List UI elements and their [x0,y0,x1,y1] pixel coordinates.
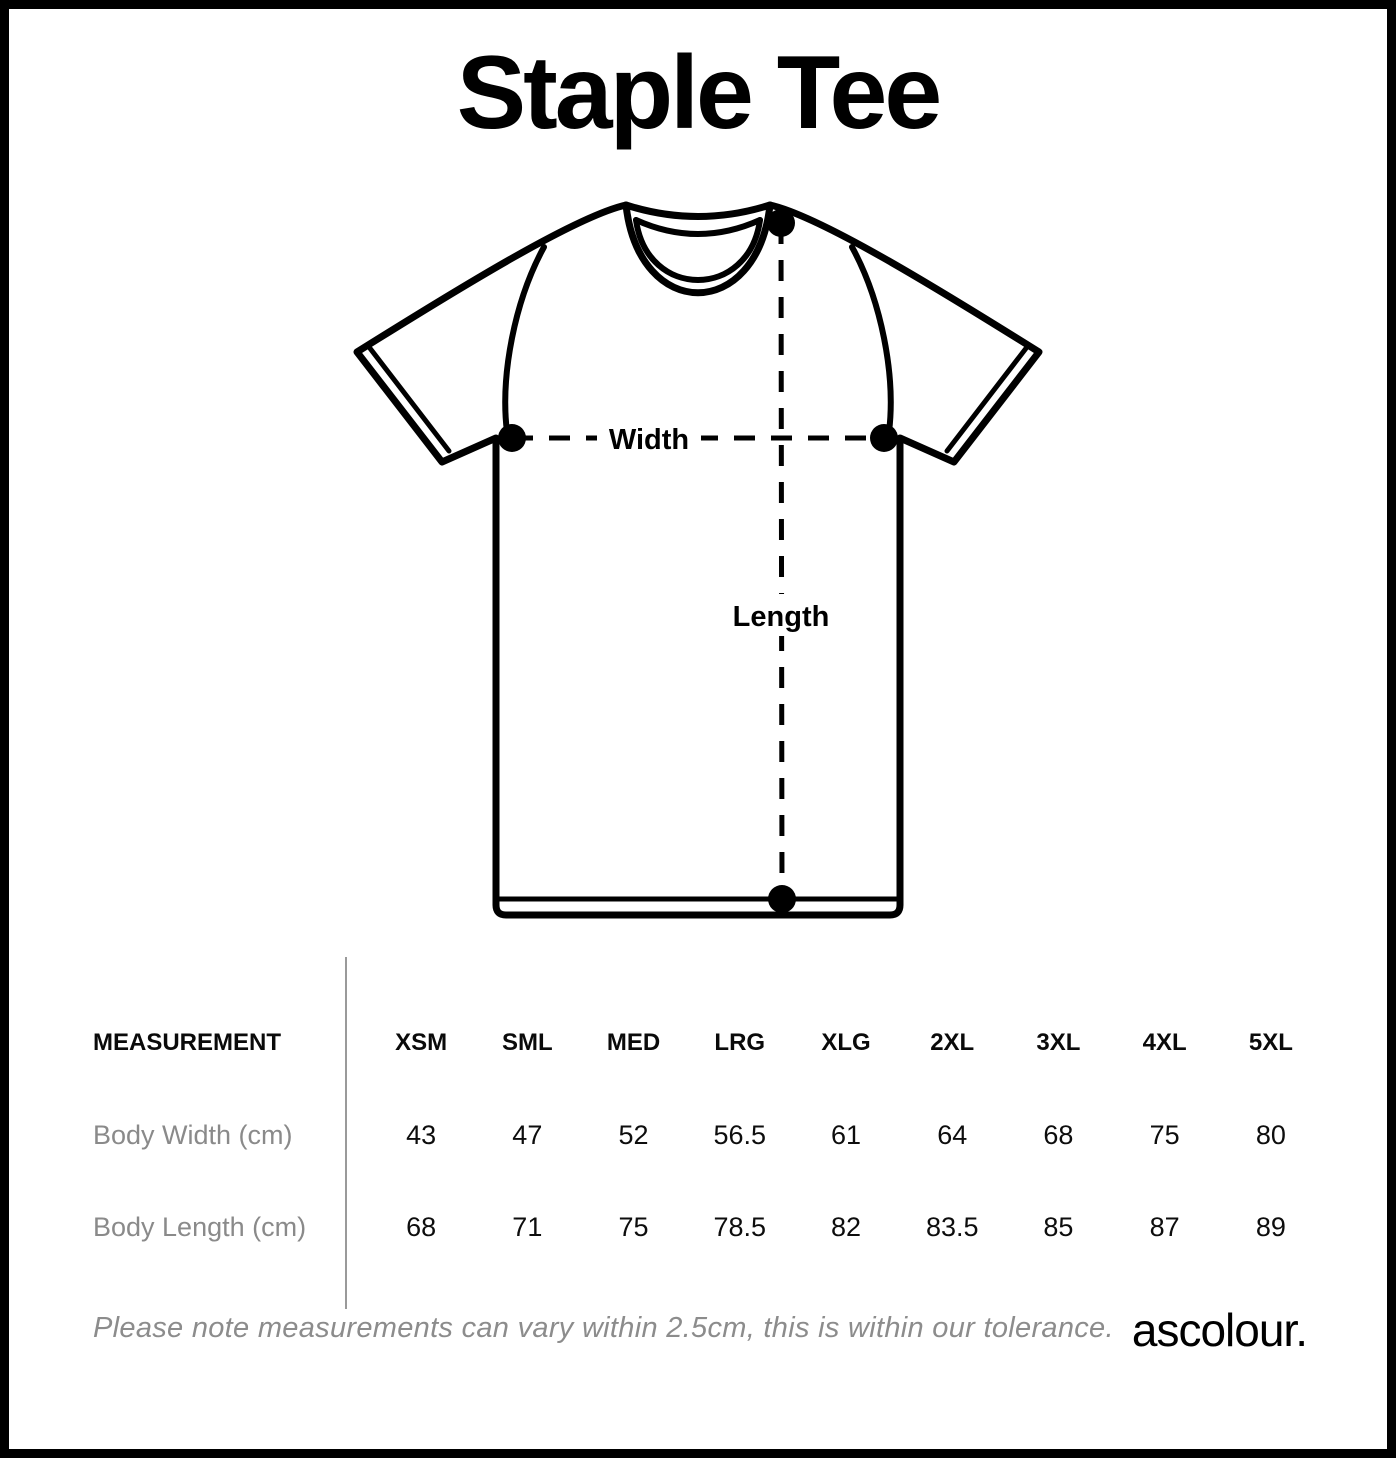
table-cell: 71 [512,1212,543,1242]
row-values-body-width [368,1118,1324,1152]
measure-point-left-underarm [498,424,526,452]
table-cell: 78.5 [713,1212,767,1242]
size-column-header: XLG [821,1029,871,1056]
size-column-header: XSM [395,1029,448,1056]
size-column-header: SML [501,1029,553,1056]
size-column-header: MED [606,1029,661,1056]
table-cell: 47 [512,1120,543,1150]
size-column-header: 4XL [1142,1029,1187,1056]
tshirt-outline [357,205,1039,915]
page-title: Staple Tee [456,35,940,151]
size-column-header: 5XL [1248,1029,1293,1056]
table-cell: 64 [937,1120,968,1150]
table-cell: 56.5 [713,1120,767,1150]
table-cell: 85 [1043,1212,1074,1242]
table-cell: 75 [618,1212,649,1242]
table-cell: 52 [618,1120,649,1150]
table-cell: 43 [406,1120,437,1150]
measure-point-hem [768,885,796,913]
table-cell: 61 [830,1120,862,1150]
measure-point-right-underarm [870,424,898,452]
tshirt-diagram [339,170,1059,940]
size-column-header: LRG [714,1029,766,1056]
row-values-body-length [368,1210,1324,1244]
size-column-header: 2XL [930,1029,975,1056]
table-cell: 87 [1149,1212,1180,1242]
measure-point-neck [767,209,795,237]
table-cell: 75 [1149,1120,1180,1150]
table-cell: 89 [1255,1212,1286,1242]
table-cell: 82 [830,1212,862,1242]
row-label-body-width: Body Width (cm) [93,1120,293,1150]
row-label-body-length: Body Length (cm) [93,1212,307,1242]
table-cell: 68 [1043,1120,1074,1150]
brand-logo: ascolour. [1131,1304,1307,1356]
width-label: Width [608,424,690,456]
table-divider [345,957,347,1309]
table-cell: 68 [406,1212,437,1242]
table-header-measurement: MEASUREMENT [93,1029,282,1056]
table-cell: 83.5 [925,1212,979,1242]
table-header-sizes [368,1026,1324,1060]
length-label: Length [732,601,830,633]
table-cell: 80 [1255,1120,1286,1150]
size-column-header: 3XL [1036,1029,1081,1056]
tolerance-note: Please note measurements can vary within 2.5cm, this is within our tolerance. [93,1312,1114,1344]
